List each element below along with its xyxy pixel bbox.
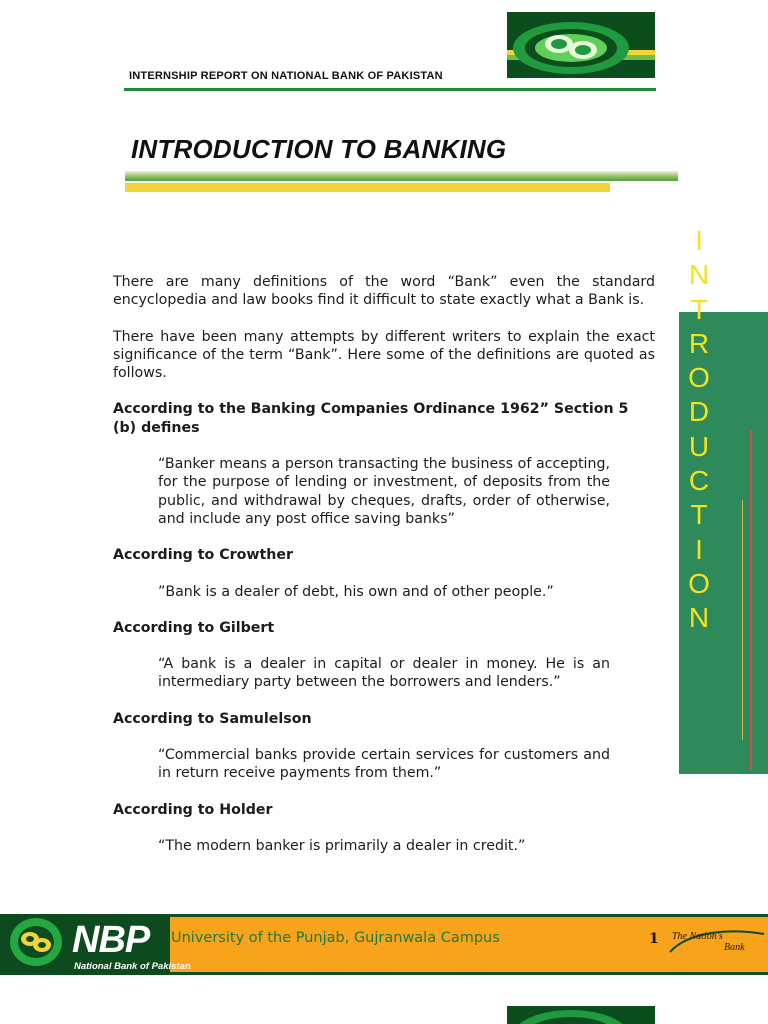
- title-gradient-bar: [125, 171, 678, 181]
- side-letter: R: [688, 327, 710, 359]
- side-panel-red-line: [750, 430, 752, 770]
- nations-bank-tagline: [668, 928, 768, 956]
- definition-heading: According to Crowther: [113, 547, 293, 564]
- side-letter: I: [695, 225, 703, 256]
- university-name: University of the Punjab, Gujranwala Campus: [171, 930, 500, 946]
- nbp-logo-icon: [507, 12, 655, 78]
- header-divider: [124, 88, 656, 91]
- definition-quote: “Banker means a person transacting the business of accepting, for the purpose of lending or investment, of deposits from the public, and withdrawal by cheques, drafts, order of otherwise, and include any post office saving banks”: [158, 456, 610, 527]
- nbp-footer-logo-icon: [4, 914, 74, 975]
- side-letter: I: [695, 533, 703, 565]
- bank-full-name: National Bank of Pakistan: [74, 961, 191, 972]
- side-letter: T: [690, 293, 708, 325]
- definition-quote: “A bank is a dealer in capital or dealer in money. He is an intermediary party between the borrowers and lenders.”: [158, 656, 610, 691]
- definition-quote: “The modern banker is primarily a dealer in credit.”: [158, 837, 526, 854]
- title-yellow-bar: [125, 183, 610, 192]
- side-letter: U: [688, 430, 710, 462]
- side-letter: T: [690, 499, 708, 531]
- side-letter: O: [688, 567, 710, 599]
- side-panel-accent-line: [742, 500, 743, 740]
- side-letter: N: [688, 602, 710, 634]
- intro-paragraph: There are many definitions of the word “Bank” even the standard encyclopedia and law books find it difficult to state exactly what a Bank is.: [113, 274, 655, 309]
- vertical-section-label: [686, 224, 712, 636]
- definition-heading: According to the Banking Companies Ordinance 1962” Section 5 (b) defines: [113, 401, 629, 436]
- tagline-line-1: The Nation's: [672, 931, 723, 942]
- side-letter: N: [688, 259, 710, 291]
- definition-heading: According to Gilbert: [113, 619, 275, 636]
- side-letter: O: [688, 362, 710, 394]
- nbp-wordmark: NBP: [72, 919, 150, 961]
- side-letter: C: [688, 465, 710, 497]
- intro-paragraph: There have been many attempts by different writers to explain the exact significance of the term “Bank”. Here some of the definitions are quoted as follows.: [113, 328, 655, 382]
- definition-heading: According to Samulelson: [113, 710, 312, 727]
- side-letter: D: [688, 396, 710, 428]
- definition-heading: According to Holder: [113, 801, 273, 818]
- body-content: [113, 273, 655, 855]
- page-number: 1: [649, 931, 659, 947]
- section-title: INTRODUCTION TO BANKING: [131, 134, 507, 164]
- definition-quote: ”Bank is a dealer of debt, his own and of other people.”: [158, 583, 554, 600]
- report-title: INTERNSHIP REPORT ON NATIONAL BANK OF PAKISTAN: [129, 70, 443, 82]
- next-page-logo-icon: [507, 1006, 655, 1024]
- tagline-line-2: Bank: [724, 942, 745, 953]
- definition-quote: “Commercial banks provide certain services for customers and in return receive payments from them.”: [158, 747, 610, 782]
